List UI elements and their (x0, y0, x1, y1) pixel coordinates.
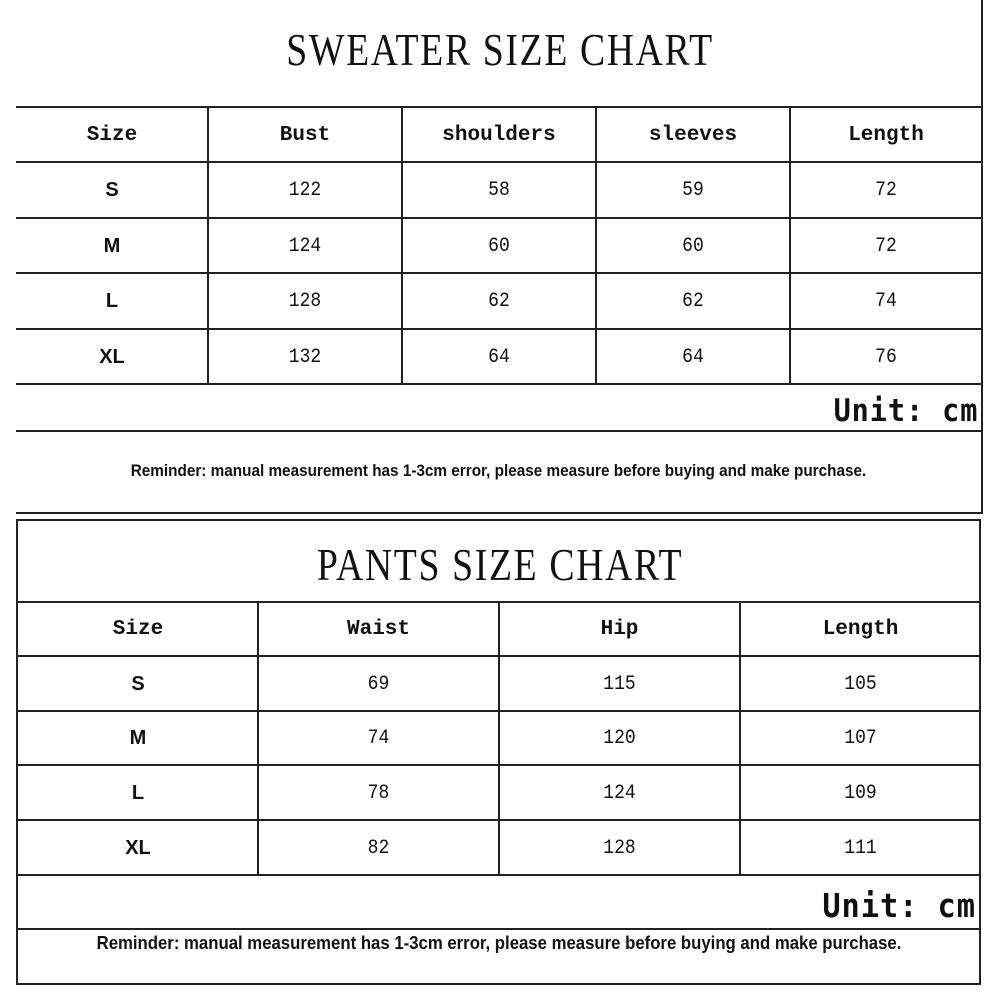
sweater-unit-label: Unit: cm (833, 393, 978, 429)
header-shoulders: shoulders (442, 123, 556, 147)
header-length: Length (822, 618, 899, 641)
size-label: XL (125, 836, 151, 859)
sleeves-value: 62 (682, 289, 704, 313)
size-label: S (105, 178, 119, 201)
header-waist: Waist (346, 618, 410, 641)
sleeves-value: 60 (682, 234, 704, 258)
header-size: Size (86, 123, 138, 147)
waist-value: 69 (367, 672, 390, 696)
length-value: 74 (875, 289, 897, 313)
sweater-chart-title: SWEATER SIZE CHART (286, 24, 714, 75)
hip-value: 128 (603, 836, 636, 860)
hip-value: 115 (603, 672, 636, 696)
length-value: 72 (875, 234, 897, 258)
pants-reminder-note: Reminder: manual measurement has 1-3cm error, please measure before buying and make purchase. (96, 933, 902, 953)
shoulders-value: 60 (488, 234, 510, 258)
shoulders-value: 62 (488, 289, 510, 313)
waist-value: 82 (367, 836, 390, 860)
size-label: XL (99, 345, 125, 368)
header-sleeves: sleeves (648, 123, 738, 147)
length-value: 72 (875, 178, 897, 202)
header-length: Length (848, 123, 924, 147)
hip-value: 120 (603, 727, 636, 750)
sweater-reminder-note: Reminder: manual measurement has 1-3cm error, please measure before buying and make purchase. (130, 461, 867, 480)
header-size: Size (112, 618, 164, 641)
shoulders-value: 58 (488, 178, 510, 202)
length-value: 105 (844, 672, 877, 696)
size-label: L (105, 289, 119, 312)
header-hip: Hip (600, 618, 639, 641)
hip-value: 124 (603, 781, 636, 805)
bust-value: 128 (288, 289, 322, 313)
length-value: 76 (875, 345, 897, 369)
sweater-right-border (981, 0, 983, 514)
size-label: M (129, 727, 147, 749)
shoulders-value: 64 (488, 345, 510, 369)
pants-chart-title: PANTS SIZE CHART (316, 539, 684, 590)
length-value: 111 (844, 836, 877, 860)
waist-value: 74 (367, 727, 390, 750)
header-bust: Bust (279, 123, 331, 147)
sleeves-value: 59 (682, 178, 704, 202)
bust-value: 124 (288, 234, 322, 258)
bust-value: 122 (288, 178, 322, 202)
size-label: S (131, 672, 145, 695)
size-label: L (131, 781, 145, 804)
divider (16, 512, 983, 514)
sleeves-value: 64 (682, 345, 704, 369)
bust-value: 132 (288, 345, 322, 369)
length-value: 109 (844, 781, 877, 805)
size-label: M (103, 234, 121, 257)
pants-unit-label: Unit: cm (822, 886, 976, 925)
length-value: 107 (844, 727, 877, 750)
waist-value: 78 (367, 781, 390, 805)
